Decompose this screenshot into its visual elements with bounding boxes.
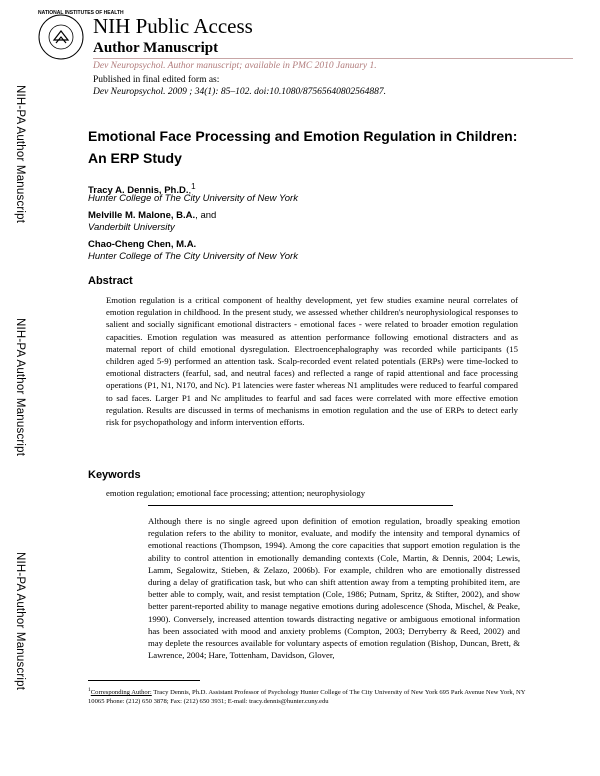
published-label: Published in final edited form as: <box>93 75 220 85</box>
author-3 <box>88 239 568 251</box>
article-title <box>88 125 568 169</box>
title-line-1: Emotional Face Processing and Emotion Regulation in Children: <box>88 128 518 144</box>
nih-logo <box>38 10 124 60</box>
footnote-label: Corresponding Author: <box>90 689 152 697</box>
abstract-text: Emotion regulation is a critical component of healthy development, yet few studies examine neural correlates of emotion regulation in childhood. In the present study, we assessed whether children's neurophysiological responses to salient and socially significant emotional distracters - emotional faces - were related to broader emotion regulation capacities. Emotion regulation was measured as attention performance following emotional distracters and as maternal report of child emotional dysregulation. Electroencephalography was recorded while participants (15 children aged 5-9) performed an attention task. Scalp-recorded event related potentials (ERPs) were time-locked to emotional distracters (fearful, sad, and neutral faces) and reflected a range of rapid attentional and face processing operations (P1, N1, N170, and Nc). P1 latencies were faster whereas N1 amplitudes were reduced to fearful compared to sad faces. Larger P1 and Nc amplitudes to fearful and sad faces were correlated with more effective emotion regulation. Results are discussed in terms of mechanisms in emotion regulation and the use of ERPs to detect early risk for psychopathology and inform intervention efforts. <box>106 295 518 428</box>
author-footnote-mark: 1 <box>191 182 196 191</box>
footnote-rule <box>88 680 200 681</box>
sidebar-label-text: NIH-PA Author Manuscript <box>14 318 26 457</box>
affiliation-1: Hunter College of The City University of New York <box>88 193 298 204</box>
abstract-heading: Abstract <box>88 275 133 287</box>
author-suffix: , <box>188 185 192 197</box>
body-paragraph: Although there is no single agreed upon definition of emotion regulation, broadly speaking emotion regulation refers to the ability to monitor, evaluate, and modify the intensity and temporal dynamics of emotional reactions (Thompson, 1994). Among the core capacities that support emotion regulation is the ability to control attention in emotionally demanding contexts (Cole, Martin, & Dennis, 2004; Lewis, Lamm, Segalowitz, Stieben, & Zelazo, 2006b). For example, children who are emotionally distressed during a delay of gratification task, but who can shift attention away from a tempting prohibited item, are better able to comply, wait, and resist temptation (Cole, 1986; Putnam, Spritz, & Stifter, 2002), and show better parent-reported ability to manage negative emotions during adolescence (Shoda, Mischel, & Peake, 1990). Conversely, increased attention towards distracting negative or ambiguous emotional information has been associated with mood and anxiety problems (Compton, 2003; Derryberry & Reed, 2002) and may deplete the resources available for voluntary aspects of emotion regulation (Bishop, Duncan, Brett, & Lawrence, 2004; Hare, Tottenham, Davidson, Glover, <box>148 516 520 661</box>
footnote <box>88 686 528 706</box>
sidebar-label-text: NIH-PA Author Manuscript <box>14 85 26 224</box>
author-suffix: , and <box>195 210 217 221</box>
author-name: Chao-Cheng Chen, M.A. <box>88 239 197 250</box>
header-rule <box>93 58 573 59</box>
header-title: NIH Public Access <box>93 14 253 38</box>
availability-note: Dev Neuropsychol. Author manuscript; available in PMC 2010 January 1. <box>93 61 377 71</box>
sidebar-label-text: NIH-PA Author Manuscript <box>14 552 26 691</box>
keywords-text: emotion regulation; emotional face processing; attention; neurophysiology <box>106 488 366 498</box>
nih-seal-icon <box>38 10 124 60</box>
logo-text: NATIONAL INSTITUTES OF HEALTH <box>38 10 124 16</box>
citation-text: Dev Neuropsychol. 2009 ; 34(1): 85–102. doi:10.1080/87565640802564887. <box>93 87 387 97</box>
affiliation-3: Hunter College of The City University of New York <box>88 251 298 262</box>
footnote-text: Tracy Dennis, Ph.D. Assistant Professor of Psychology Hunter College of The City University of New York 695 Park Avenue New York, NY 10065 Phone: (212) 650 3878; Fax: (212) 650 3931; E-mail: tracy.dennis@hunter.cuny.edu <box>88 689 526 706</box>
citation <box>93 86 386 98</box>
author-name: Tracy A. Dennis, Ph.D. <box>88 185 189 197</box>
header-subtitle: Author Manuscript <box>93 40 219 56</box>
affiliation-2: Vanderbilt University <box>88 222 175 233</box>
keywords-rule <box>148 505 453 506</box>
keywords-heading: Keywords <box>88 469 141 481</box>
author-2 <box>88 210 568 222</box>
title-line-2: An ERP Study <box>88 150 182 166</box>
footnote-marker: 1 <box>88 687 91 693</box>
author-name: Melville M. Malone, B.A. <box>88 210 196 221</box>
